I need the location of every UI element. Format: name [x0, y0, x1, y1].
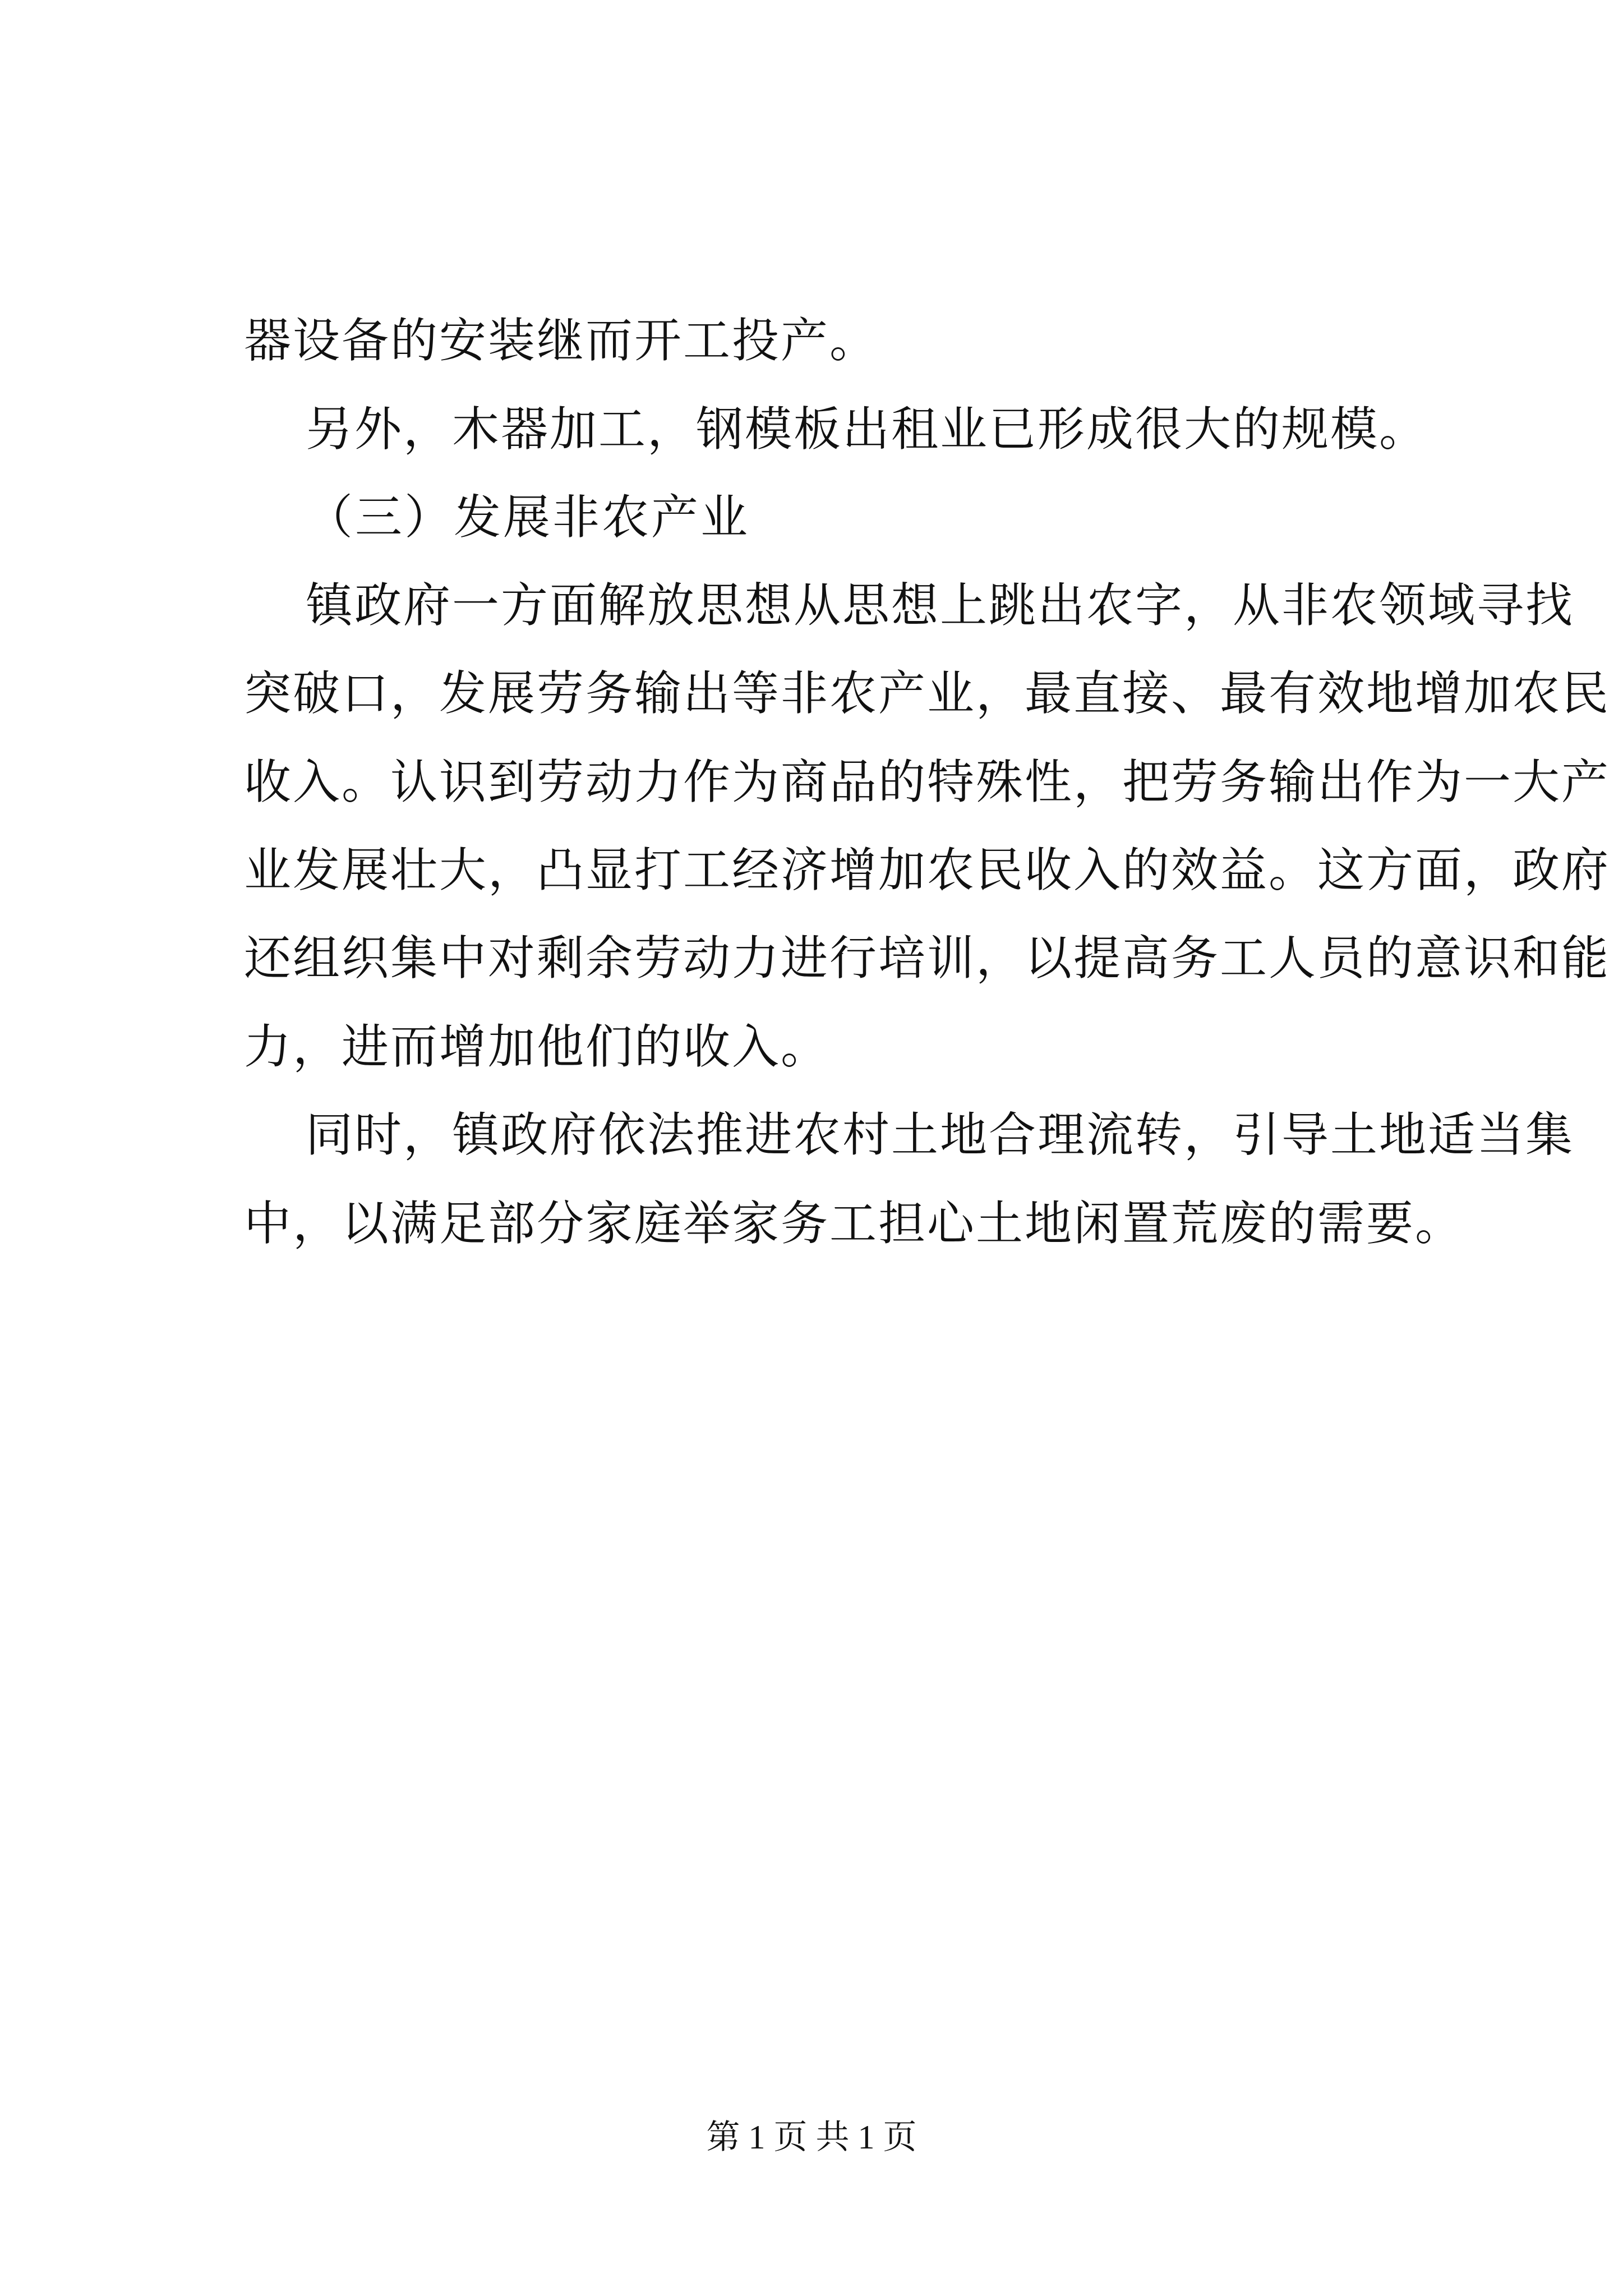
paragraph-main-line-4: 业发展壮大，凸显打工经济增加农民收入的效益。这方面，政府 — [244, 843, 1611, 898]
paragraph-last-line-2: 中，以满足部分家庭举家务工担心土地闲置荒废的需要。 — [244, 1196, 1464, 1251]
paragraph-main-line-2: 突破口，发展劳务输出等非农产业，最直接、最有效地增加农民 — [244, 666, 1611, 721]
paragraph-main-line-3: 收入。认识到劳动力作为商品的特殊性，把劳务输出作为一大产 — [244, 754, 1611, 809]
paragraph-last-line-1: 同时，镇政府依法推进农村土地合理流转，引导土地适当集 — [306, 1107, 1575, 1162]
section-heading: （三）发展非农产业 — [306, 490, 750, 545]
paragraph-other-line-1: 另外，木器加工，钢模板出租业已形成很大的规模。 — [306, 402, 1428, 457]
paragraph-continuation-line-1: 器设备的安装继而开工投产。 — [244, 313, 879, 368]
paragraph-main-line-1: 镇政府一方面解放思想从思想上跳出农字，从非农领域寻找 — [306, 578, 1575, 633]
paragraph-main-line-6: 力，进而增加他们的收入。 — [244, 1019, 830, 1074]
page-footer: 第 1 页 共 1 页 — [706, 2119, 917, 2156]
paragraph-main-line-5: 还组织集中对剩余劳动力进行培训，以提高务工人员的意识和能 — [244, 931, 1611, 986]
